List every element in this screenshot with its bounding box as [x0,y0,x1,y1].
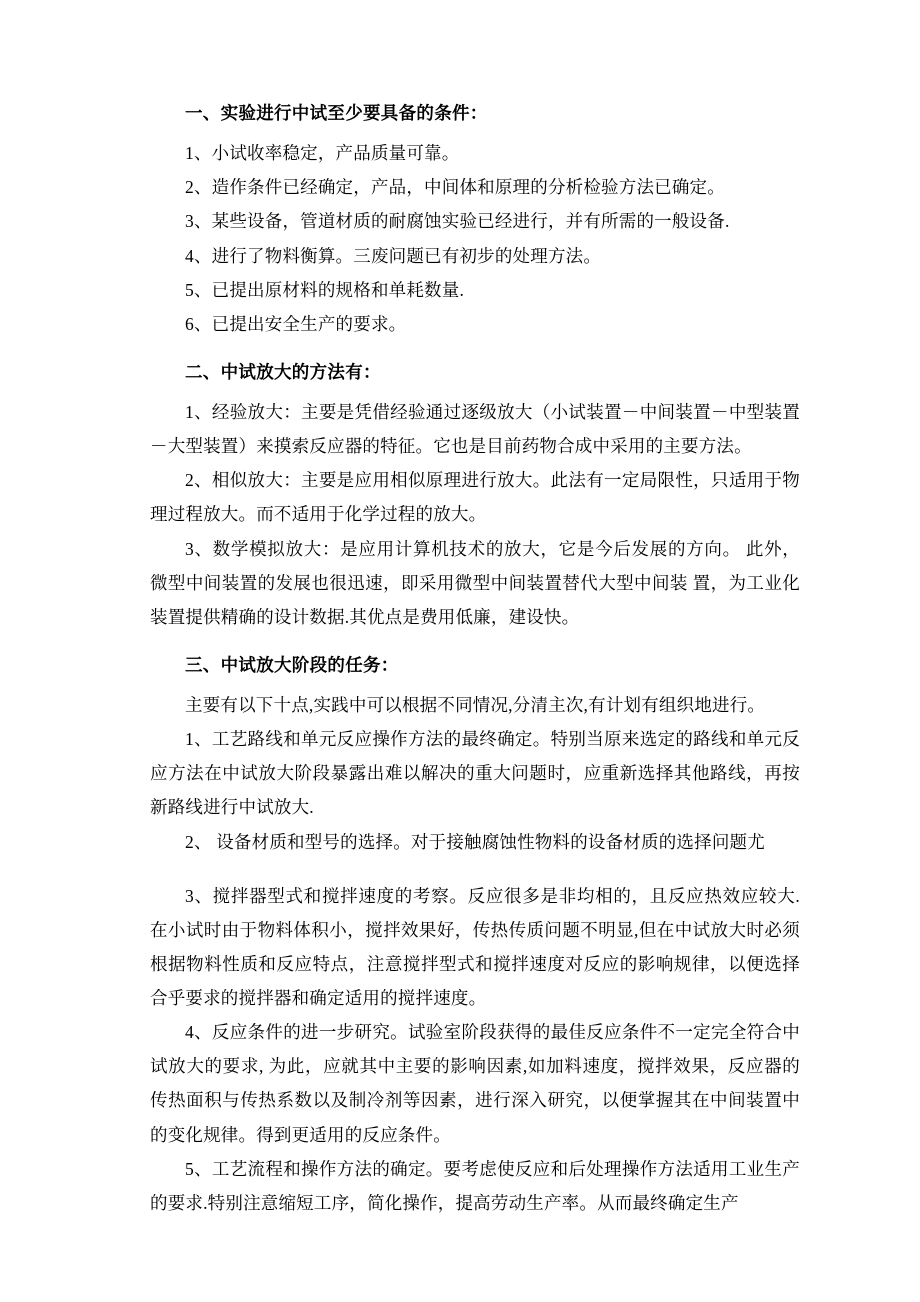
document-body [150,96,800,1220]
spacer [150,859,800,879]
paragraph: 3、搅拌器型式和搅拌速度的考察。反应很多是非均相的，且反应热效应较大.在小试时由于物料体积小，搅拌效果好，传热传质问题不明显,但在中试放大时必须根据物料性质和反应特点，注意搅拌型式和搅拌速度对反应的影响规律，以便选择合乎要求的搅拌器和确定适用的搅拌速度。 [150,885,800,1008]
spacer [150,634,800,648]
paragraph: 1、经验放大：主要是凭借经验通过逐级放大（小试装置－中间装置－中型装置－大型装置）来摸索反应器的特征。它也是目前药物合成中采用的主要方法。 [150,402,800,457]
spacer [150,341,800,355]
paragraph: 主要有以下十点,实践中可以根据不同情况,分清主次,有计划有组织地进行。 [185,695,766,715]
paragraph: 5、已提出原材料的规格和单耗数量. [185,279,465,300]
paragraph: 4、进行了物料衡算。三废问题已有初步的处理方法。 [185,245,602,266]
paragraph: 3、数学模拟放大：是应用计算机技术的放大，它是今后发展的方向。 此外，微型中间装置的发展也很迅速，即采用微型中间装置替代大型中间装 置，为工业化装置提供精确的设计数据.其优点是费用低廉，建设快。 [150,538,800,627]
paragraph: 2、相似放大：主要是应用相似原理进行放大。此法有一定局限性，只适用于物理过程放大。而不适用于化学过程的放大。 [150,470,800,525]
paragraph: 1、小试收率稳定，产品质量可靠。 [185,143,460,164]
paragraph: 2、 设备材质和型号的选择。对于接触腐蚀性物料的设备材质的选择问题尤 [185,831,765,852]
paragraph: 4、反应条件的进一步研究。试验室阶段获得的最佳反应条件不一定完全符合中试放大的要求, 为此，应就其中主要的影响因素,如加料速度，搅拌效果，反应器的传热面积与传热系数以及制冷剂等因素，进行深入研究，以便掌握其在中间装置中的变化规律。得到更适用的反应条件。 [150,1022,800,1145]
section-heading-3: 三、中试放大阶段的任务： [185,654,399,675]
paragraph: 6、已提出安全生产的要求。 [185,313,407,334]
section-heading-2: 二、中试放大的方法有： [185,361,381,382]
paragraph: 3、某些设备，管道材质的耐腐蚀实验已经进行，并有所需的一般设备. [185,211,730,232]
paragraph: 1、工艺路线和单元反应操作方法的最终确定。特别当原来选定的路线和单元反应方法在中试放大阶段暴露出难以解决的重大问题时，应重新选择其他路线，再按新路线进行中试放大. [150,729,800,818]
section-heading-1: 一、实验进行中试至少要具备的条件： [185,103,488,123]
paragraph: 5、工艺流程和操作方法的确定。要考虑使反应和后处理操作方法适用工业生产的要求.特别注意缩短工序，简化操作，提高劳动生产率。从而最终确定生产 [150,1158,800,1213]
paragraph: 2、造作条件已经确定，产品，中间体和原理的分析检验方法已确定。 [185,177,725,198]
